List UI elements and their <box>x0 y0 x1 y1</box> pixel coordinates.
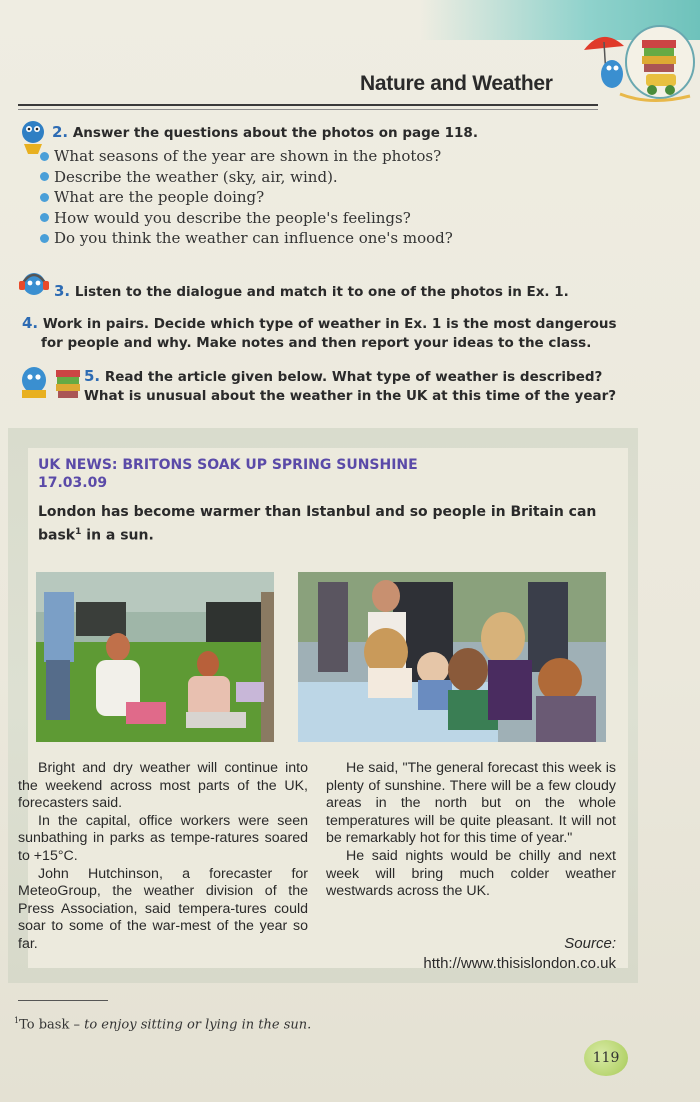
exercise-number: 4. <box>22 314 39 332</box>
list-item: How would you describe the people's feelings? <box>40 208 453 229</box>
exercise-text: Work in pairs. Decide which type of weather in Ex. 1 is the most dangerous <box>42 316 617 332</box>
exercise-number: 3. <box>54 282 71 300</box>
bullet-dot-icon <box>40 234 49 243</box>
mascot-with-umbrella-icon <box>580 18 695 106</box>
lead-text: bask <box>38 527 76 544</box>
footnote-dash: – <box>69 1017 85 1033</box>
exercise-text: for people and why. Make notes and then report your ideas to the class. <box>41 335 592 351</box>
page-number-badge <box>584 1040 628 1076</box>
header-rule <box>18 104 598 106</box>
footnote <box>14 1016 311 1032</box>
list-item: Do you think the weather can influence one's mood? <box>40 228 453 249</box>
exercise-5-heading <box>84 367 616 406</box>
source-url: htth://www.thisislondon.co.uk <box>423 955 616 972</box>
article-paragraph: Bright and dry weather will continue into the weekend across most parts of the UK, forecasters said. <box>18 760 308 812</box>
lead-text: London has become warmer than Istanbul and so people in Britain can <box>38 504 597 520</box>
headphones-character-icon <box>16 268 52 300</box>
exercise-2-heading <box>52 123 478 141</box>
lead-text: in a sun. <box>81 527 154 544</box>
header-rule-thin <box>18 109 598 110</box>
exercise-text: Listen to the dialogue and match it to one of the photos in Ex. 1. <box>74 284 569 300</box>
exercise-4-heading <box>22 314 617 353</box>
article-paragraph: He said nights would be chilly and next week will bring much colder weather westwards across the UK. <box>326 847 616 900</box>
children-photo <box>298 572 606 742</box>
bullet-dot-icon <box>40 152 49 161</box>
footnote-marker: 1 <box>75 527 82 537</box>
article-paragraph: In the capital, office workers were seen sunbathing in parks as tempe-ratures soared to +15°C. <box>18 812 308 864</box>
exercise-number: 5. <box>84 367 101 385</box>
page-number: 119 <box>592 1050 620 1066</box>
footnote-definition: to enjoy sitting or lying in the sun. <box>84 1017 312 1033</box>
reading-characters-icon <box>14 360 84 402</box>
park-sunbathing-photo <box>36 572 274 742</box>
bullet-dot-icon <box>40 213 49 222</box>
article-date: 17.03.09 <box>38 475 108 491</box>
article-headline-block <box>38 456 418 492</box>
source-label: Source: <box>564 935 616 952</box>
footnote-rule <box>18 1000 108 1001</box>
exercise-text: What is unusual about the weather in the UK at this time of the year? <box>84 388 617 404</box>
children-photo-image <box>298 572 606 742</box>
list-item: Describe the weather (sky, air, wind). <box>40 167 453 188</box>
article-paragraph: He said, "The general forecast this week is plenty of sunshine. There will be a few cloudy areas in the north but on the whole temperatures will be quite pleasant. It will not be remarkably hot for this time of year." <box>326 760 616 847</box>
article-lead <box>38 502 618 546</box>
article-column-2 <box>326 760 616 901</box>
exercise-3-heading <box>54 282 569 300</box>
question-list <box>40 146 453 249</box>
exercise-number: 2. <box>52 123 69 141</box>
list-item: What seasons of the year are shown in the photos? <box>40 146 453 167</box>
bullet-dot-icon <box>40 193 49 202</box>
article-column-1 <box>18 760 308 954</box>
park-photo-image <box>36 572 274 742</box>
article-paragraph: John Hutchinson, a forecaster for MeteoGroup, the weather division of the Press Association, said tempera-tures could soar to some of the war-mest of the year so far. <box>18 865 308 952</box>
page-header-title: Nature and Weather <box>360 72 553 95</box>
article-source <box>380 934 616 974</box>
article-headline: UK NEWS: BRITONS SOAK UP SPRING SUNSHINE <box>38 457 418 473</box>
footnote-term: To bask <box>19 1017 70 1033</box>
list-item: What are the people doing? <box>40 187 453 208</box>
exercise-text: Read the article given below. What type of weather is described? <box>104 369 603 385</box>
bullet-dot-icon <box>40 172 49 181</box>
footnote-marker: 1 <box>14 1016 20 1025</box>
exercise-text: Answer the questions about the photos on page 118. <box>72 125 478 141</box>
